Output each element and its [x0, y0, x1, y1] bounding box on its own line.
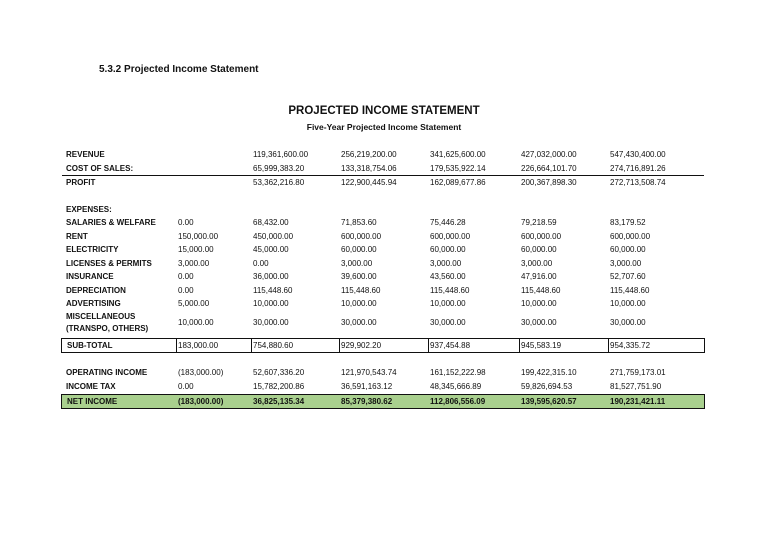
value-year-1: 0.00 [253, 259, 269, 268]
value-year-3: 179,535,922.14 [430, 164, 486, 173]
value-year-0: 0.00 [178, 286, 194, 295]
row-miscellaneous [62, 311, 704, 337]
row-advertising [62, 297, 704, 310]
cell-divider [428, 339, 429, 352]
value-year-3: 75,446.28 [430, 218, 466, 227]
row-label: NET INCOME [67, 397, 118, 406]
row-label: INSURANCE [66, 272, 114, 281]
row-cost-of-sales [62, 162, 704, 175]
value-year-4: 199,422,315.10 [521, 368, 577, 377]
value-year-5: 600,000.00 [610, 232, 651, 241]
value-year-1: 115,448.60 [253, 286, 293, 295]
value-year-5: 954,335.72 [610, 341, 651, 350]
row-electricity [62, 243, 704, 256]
row-revenue [62, 148, 704, 161]
value-year-4: 115,448.60 [521, 286, 561, 295]
value-year-3: 10,000.00 [430, 299, 466, 308]
cell-divider [251, 339, 252, 352]
value-year-2: 30,000.00 [341, 318, 377, 327]
row-label: COST OF SALES: [66, 164, 134, 173]
row-label: REVENUE [66, 150, 105, 159]
value-year-1: 450,000.00 [253, 232, 294, 241]
value-year-2: 115,448.60 [341, 286, 381, 295]
row-profit [62, 175, 704, 189]
value-year-4: 139,595,620.57 [521, 397, 577, 406]
value-year-2: 122,900,445.94 [341, 178, 397, 187]
value-year-0: 3,000.00 [178, 259, 210, 268]
value-year-1: 30,000.00 [253, 318, 289, 327]
value-year-0: (183,000.00) [178, 368, 224, 377]
value-year-5: 60,000.00 [610, 245, 646, 254]
value-year-3: 43,560.00 [430, 272, 466, 281]
row-label: OPERATING INCOME [66, 368, 148, 377]
value-year-4: 600,000.00 [521, 232, 562, 241]
value-year-1: 36,825,135.34 [253, 397, 305, 406]
value-year-5: 115,448.60 [610, 286, 650, 295]
row-salaries [62, 216, 704, 229]
value-year-4: 30,000.00 [521, 318, 557, 327]
value-year-0: 0.00 [178, 218, 194, 227]
value-year-1: 119,361,600.00 [253, 150, 309, 159]
value-year-2: 10,000.00 [341, 299, 377, 308]
value-year-5: 3,000.00 [610, 259, 642, 268]
value-year-5: 272,713,508.74 [610, 178, 666, 187]
value-year-4: 79,218.59 [521, 218, 557, 227]
value-year-5: 274,716,891.26 [610, 164, 666, 173]
value-year-5: 547,430,400.00 [610, 150, 666, 159]
value-year-1: 36,000.00 [253, 272, 289, 281]
row-insurance [62, 270, 704, 283]
row-label: INCOME TAX [66, 382, 116, 391]
row-rent [62, 230, 704, 243]
value-year-3: 3,000.00 [430, 259, 462, 268]
row-licenses [62, 257, 704, 270]
row-label-line-2: (TRANSPO, OTHERS) [66, 324, 149, 333]
cell-divider [608, 339, 609, 352]
value-year-3: 30,000.00 [430, 318, 466, 327]
row-depreciation [62, 284, 704, 297]
value-year-0: (183,000.00) [178, 397, 224, 406]
value-year-5: 271,759,173.01 [610, 368, 666, 377]
value-year-3: 112,806,556.09 [430, 397, 486, 406]
value-year-2: 256,219,200.00 [341, 150, 397, 159]
value-year-5: 52,707.60 [610, 272, 646, 281]
value-year-4: 945,583.19 [521, 341, 562, 350]
cell-divider [519, 339, 520, 352]
value-year-5: 81,527,751.90 [610, 382, 662, 391]
value-year-1: 68,432.00 [253, 218, 289, 227]
value-year-2: 133,318,754.06 [341, 164, 397, 173]
value-year-5: 190,231,421.11 [610, 397, 666, 406]
row-subtotal [61, 338, 705, 353]
row-operating-income [62, 366, 704, 379]
value-year-0: 10,000.00 [178, 318, 214, 327]
value-year-1: 53,362,216.80 [253, 178, 305, 187]
value-year-2: 600,000.00 [341, 232, 382, 241]
statement-title: PROJECTED INCOME STATEMENT [288, 105, 480, 117]
value-year-3: 48,345,666.89 [430, 382, 482, 391]
value-year-1: 52,607,336.20 [253, 368, 305, 377]
value-year-2: 71,853.60 [341, 218, 377, 227]
cell-divider [176, 339, 177, 352]
value-year-1: 15,782,200.86 [253, 382, 305, 391]
row-label: ADVERTISING [66, 299, 121, 308]
value-year-4: 47,916.00 [521, 272, 557, 281]
value-year-1: 10,000.00 [253, 299, 289, 308]
value-year-5: 83,179.52 [610, 218, 646, 227]
row-label: EXPENSES: [66, 205, 112, 214]
row-label: RENT [66, 232, 88, 241]
value-year-1: 45,000.00 [253, 245, 289, 254]
row-label: SALARIES & WELFARE [66, 218, 156, 227]
value-year-4: 10,000.00 [521, 299, 557, 308]
cell-divider [339, 339, 340, 352]
statement-subtitle: Five-Year Projected Income Statement [306, 122, 462, 132]
value-year-4: 226,664,101.70 [521, 164, 577, 173]
section-heading: 5.3.2 Projected Income Statement [99, 64, 259, 75]
row-label: LICENSES & PERMITS [66, 259, 152, 268]
value-year-0: 183,000.00 [178, 341, 219, 350]
value-year-1: 754,880.60 [253, 341, 294, 350]
value-year-2: 3,000.00 [341, 259, 373, 268]
value-year-3: 161,152,222.98 [430, 368, 486, 377]
value-year-0: 5,000.00 [178, 299, 210, 308]
value-year-5: 30,000.00 [610, 318, 646, 327]
value-year-2: 60,000.00 [341, 245, 377, 254]
row-label: PROFIT [66, 178, 96, 187]
value-year-2: 85,379,380.62 [341, 397, 393, 406]
value-year-0: 0.00 [178, 272, 194, 281]
row-label-line-1: MISCELLANEOUS [66, 312, 136, 321]
value-year-3: 600,000.00 [430, 232, 471, 241]
value-year-3: 115,448.60 [430, 286, 470, 295]
value-year-4: 427,032,000.00 [521, 150, 577, 159]
value-year-5: 10,000.00 [610, 299, 646, 308]
row-income-tax [62, 380, 704, 393]
value-year-1: 65,999,383.20 [253, 164, 305, 173]
value-year-0: 150,000.00 [178, 232, 219, 241]
value-year-0: 0.00 [178, 382, 194, 391]
value-year-2: 121,970,543.74 [341, 368, 397, 377]
value-year-2: 929,902.20 [341, 341, 382, 350]
row-label: DEPRECIATION [66, 286, 126, 295]
value-year-3: 162,089,677.86 [430, 178, 486, 187]
value-year-3: 60,000.00 [430, 245, 466, 254]
value-year-4: 59,826,694.53 [521, 382, 573, 391]
value-year-2: 39,600.00 [341, 272, 377, 281]
value-year-0: 15,000.00 [178, 245, 214, 254]
value-year-4: 3,000.00 [521, 259, 553, 268]
value-year-2: 36,591,163.12 [341, 382, 393, 391]
row-label: ELECTRICITY [66, 245, 119, 254]
row-label: SUB-TOTAL [67, 341, 113, 350]
value-year-4: 200,367,898.30 [521, 178, 577, 187]
row-expenses-header [62, 203, 704, 216]
row-net-income [61, 394, 705, 409]
value-year-3: 341,625,600.00 [430, 150, 486, 159]
value-year-3: 937,454.88 [430, 341, 471, 350]
value-year-4: 60,000.00 [521, 245, 557, 254]
